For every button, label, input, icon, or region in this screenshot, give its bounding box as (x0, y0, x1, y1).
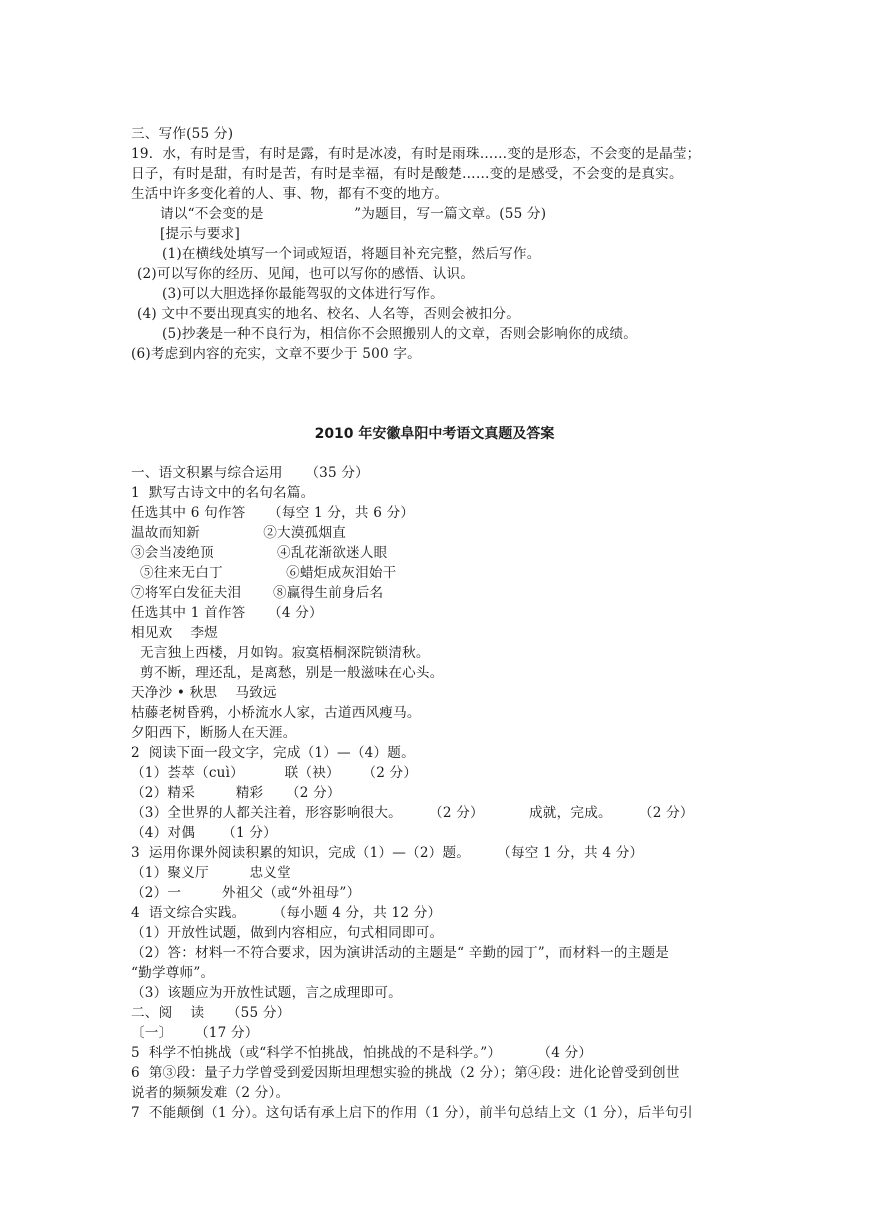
section3-heading: 三、写作(55 分) (131, 126, 234, 142)
q2-text: 2 阅读下面一段文字，完成（1）—（4）题。 (131, 745, 415, 761)
q4-answer-1: （1）开放性试题，做到内容相应，句式相同即可。 (131, 925, 444, 941)
q6-answer-b: 说者的频频发难（2 分）。 (131, 1085, 290, 1101)
q6-answer-a: 6 第③段：量子力学曾受到爱因斯坦理想实验的挑战（2 分）；第④段：进化论曾受到创世 (131, 1065, 680, 1081)
poem2-title: 天净沙 • 秋思 马致远 (131, 685, 277, 701)
q4-answer-3: （3）该题应为开放性试题，言之成理即可。 (131, 985, 402, 1001)
answer-title: 2010 年安徽阜阳中考语文真题及答案 (314, 426, 555, 442)
q19-line3: 生活中许多变化着的人、事、物，都有不变的地方。 (131, 186, 449, 202)
q1-answer-a: 温故而知新 ②大漠孤烟直 (131, 525, 347, 541)
q19-line1: 19．水，有时是雪，有时是露，有时是冰凌，有时是雨珠……变的是形态，不会变的是晶莹； (131, 146, 701, 162)
requirement-6: (6)考虑到内容的充实，文章不要少于 500 字。 (131, 346, 421, 362)
q3-text: 3 运用你课外阅读积累的知识，完成（1）—（2）题。 （每空 1 分，共 4 分） (131, 845, 644, 861)
q2-answer-3: （3）全世界的人都关注着，形容影响很大。 （2 分） 成就，完成。 （2 分） (131, 805, 694, 821)
q3-answer-2: （2）一 外祖父（或“外祖母”） (131, 885, 361, 901)
part2-heading: 二、阅 读 （55 分） (131, 1005, 291, 1021)
part2-sub1: 〔一〕 （17 分） (131, 1025, 259, 1041)
poem1-line1: 无言独上西楼，月如钩。寂寞梧桐深院锁清秋。 (131, 645, 430, 661)
q19-line2: 日子，有时是甜，有时是苦，有时是幸福，有时是酸楚……变的是感受，不会变的是真实。 (131, 166, 683, 182)
requirement-5: (5)抄袭是一种不良行为，相信你不会照搬别人的文章，否则会影响你的成绩。 (162, 326, 638, 342)
part1-heading: 一、语文积累与综合运用 （35 分） (131, 465, 369, 481)
q1-answer-d: ⑦将军白发征夫泪 ⑧赢得生前身后名 (131, 585, 384, 601)
q7-answer: 7 不能颠倒（1 分）。这句话有承上启下的作用（1 分），前半句总结上文（1 分），后半句引 (131, 1105, 693, 1121)
q4-text: 4 语文综合实践。 （每小题 4 分，共 12 分） (131, 905, 442, 921)
poem1-title: 相见欢 李煜 (131, 625, 219, 641)
q1-sub2: 任选其中 1 首作答 （4 分） (131, 605, 323, 621)
requirement-1: (1)在横线处填写一个词或短语，将题目补充完整，然后写作。 (162, 246, 541, 262)
q2-answer-1: （1）荟萃（cuì） 联（袂） （2 分） (131, 765, 418, 781)
q3-answer-1: （1）聚义厅 忠义堂 (131, 865, 291, 881)
q4-answer-2b: “勤学尊师”。 (131, 965, 215, 981)
q4-answer-2a: （2）答：材料一不符合要求，因为演讲活动的主题是“ 辛勤的园丁”，而材料一的主题是 (131, 945, 670, 961)
q2-answer-2: （2）精采 精彩 （2 分） (131, 785, 341, 801)
q1-sub1: 任选其中 6 句作答 （每空 1 分，共 6 分） (131, 505, 415, 521)
requirement-3: (3)可以大胆选择你最能驾驭的文体进行写作。 (162, 286, 444, 302)
q2-answer-4: （4）对偶 （1 分） (131, 825, 277, 841)
poem1-line2: 剪不断，理还乱，是离愁，别是一般滋味在心头。 (131, 665, 444, 681)
poem2-line2: 夕阳西下，断肠人在天涯。 (131, 725, 297, 741)
q1-answer-c: ⑤往来无白丁 ⑥蜡炬成灰泪始干 (131, 565, 397, 581)
requirement-2: (2)可以写你的经历、见闻，也可以写你的感悟、认识。 (137, 266, 475, 282)
q1-text: 1 默写古诗文中的名句名篇。 (131, 485, 315, 501)
poem2-line1: 枯藤老树昏鸦，小桥流水人家，古道西风瘦马。 (131, 705, 421, 721)
tips-heading: [提示与要求] (160, 226, 240, 242)
requirement-4: (4) 文中不要出现真实的地名、校名、人名等，否则会被扣分。 (137, 306, 521, 322)
q1-answer-b: ③会当凌绝顶 ④乱花渐欲迷人眼 (131, 545, 388, 561)
q5-answer: 5 科学不怕挑战（或“科学不怕挑战，怕挑战的不是科学。”） （4 分） (131, 1045, 593, 1061)
q19-prompt: 请以“不会变的是 ”为题目，写一篇文章。(55 分) (160, 206, 547, 222)
